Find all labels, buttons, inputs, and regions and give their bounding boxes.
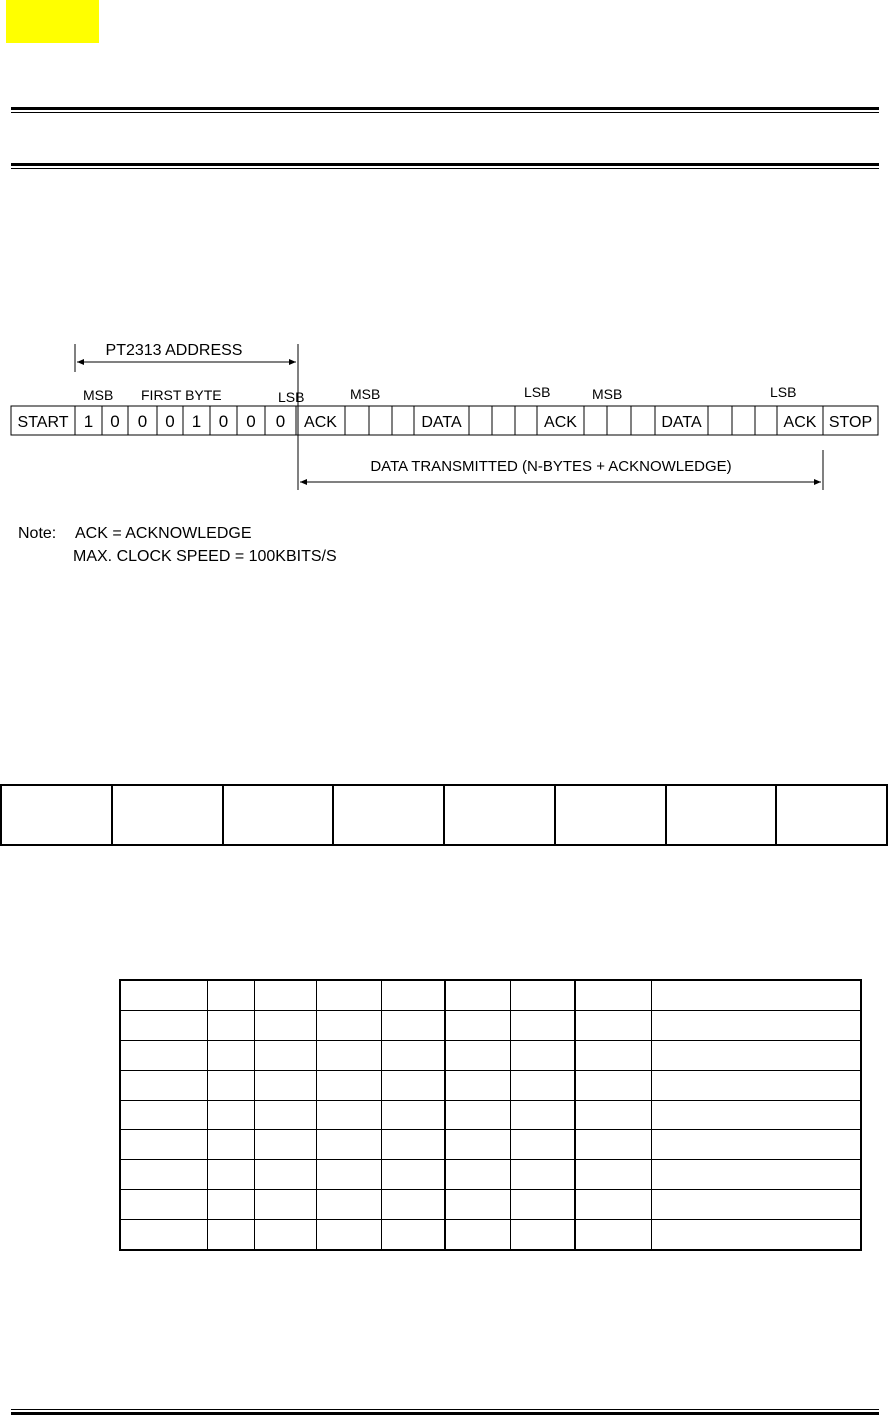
sequence-cell	[369, 406, 392, 435]
table-row	[120, 1100, 861, 1130]
table-cell	[255, 1040, 317, 1070]
sequence-cell-label: 0	[165, 412, 175, 431]
table-cell	[511, 1190, 576, 1220]
data-transmitted-label: DATA TRANSMITTED (N-BYTES + ACKNOWLEDGE)	[370, 458, 732, 475]
sequence-cell-label: 1	[191, 412, 202, 431]
table-row	[120, 1160, 861, 1190]
header-rule-top	[11, 107, 879, 113]
sequence-cell	[732, 406, 755, 435]
first-byte-label: FIRST BYTE	[141, 387, 222, 403]
table-cell	[120, 1040, 208, 1070]
table-cell	[120, 1130, 208, 1160]
table-cell	[317, 1220, 382, 1250]
sequence-cell-label: START	[17, 414, 69, 431]
table-cell	[317, 1190, 382, 1220]
table-cell	[255, 1160, 317, 1190]
table-cell	[511, 1130, 576, 1160]
sequence-cell-label: ACK	[783, 414, 817, 431]
table-row	[120, 980, 861, 1010]
table-cell	[333, 785, 444, 845]
table-cell	[317, 1010, 382, 1040]
sequence-cell-label: DATA	[661, 414, 702, 431]
table-cell	[555, 785, 666, 845]
table-cell	[652, 1010, 862, 1040]
sequence-cell-label: ACK	[304, 414, 337, 431]
table-cell	[776, 785, 887, 845]
table-cell	[317, 1160, 382, 1190]
table-cell	[120, 1220, 208, 1250]
sequence-cell-label: STOP	[828, 414, 873, 431]
table-cell	[208, 1130, 255, 1160]
table-cell	[223, 785, 334, 845]
lsb-label-2: LSB	[524, 384, 551, 400]
table-cell	[652, 1070, 862, 1100]
table-cell	[317, 1130, 382, 1160]
table-cell	[208, 1040, 255, 1070]
table-cell	[652, 980, 862, 1010]
table-cell	[317, 980, 382, 1010]
table-cell	[120, 1070, 208, 1100]
table-cell	[120, 1190, 208, 1220]
msb-label-2: MSB	[350, 386, 381, 402]
table-cell	[652, 1190, 862, 1220]
table-cell	[511, 1100, 576, 1130]
lsb-label-3: LSB	[770, 384, 797, 400]
table-cell	[445, 1160, 511, 1190]
table-cell	[208, 1100, 255, 1130]
table-cell	[382, 1190, 446, 1220]
table-cell	[445, 1040, 511, 1070]
table-cell	[120, 1010, 208, 1040]
table-cell	[511, 1160, 576, 1190]
sequence-cell	[469, 406, 492, 435]
table-cell	[652, 1160, 862, 1190]
table-cell	[445, 1070, 511, 1100]
table-cell	[255, 980, 317, 1010]
sequence-cell-label: 0	[218, 412, 229, 431]
table-cell	[1, 785, 112, 845]
table-cell	[382, 1010, 446, 1040]
sequence-cell-label: 0	[137, 412, 148, 431]
bus-protocol-diagram	[0, 330, 888, 570]
table-cell	[575, 1010, 652, 1040]
table-row	[120, 1010, 861, 1040]
table-cell	[445, 1130, 511, 1160]
sequence-cell-label: 0	[110, 412, 120, 431]
sequence-cell	[584, 406, 607, 435]
address-label: PT2313 ADDRESS	[105, 342, 243, 359]
table-row	[1, 785, 887, 845]
table-cell	[120, 980, 208, 1010]
sequence-cell-label: 1	[83, 412, 94, 431]
table-cell	[575, 1100, 652, 1130]
table-cell	[444, 785, 555, 845]
sequence-cell-label: DATA	[421, 414, 462, 431]
table-cell	[652, 1220, 862, 1250]
table-cell	[208, 1010, 255, 1040]
table-cell	[317, 1070, 382, 1100]
table-cell	[255, 1220, 317, 1250]
table-row	[120, 1190, 861, 1220]
highlight-box	[6, 0, 99, 43]
table-cell	[575, 1190, 652, 1220]
lsb-label-1: LSB	[278, 389, 305, 405]
table-cell	[511, 1070, 576, 1100]
table-row	[120, 1070, 861, 1100]
sequence-cell	[755, 406, 777, 435]
table-cell	[575, 1220, 652, 1250]
table-cell	[382, 1070, 446, 1100]
table-cell	[382, 1160, 446, 1190]
sequence-cell-label: ACK	[544, 414, 577, 431]
bit-sequence-cells	[11, 406, 878, 435]
table-cell	[317, 1100, 382, 1130]
sequence-cell	[631, 406, 655, 435]
sequence-cell	[607, 406, 631, 435]
table-cell	[208, 980, 255, 1010]
table-row	[120, 1040, 861, 1070]
table-cell	[382, 1220, 446, 1250]
table-cell	[445, 1010, 511, 1040]
table-cell	[575, 1160, 652, 1190]
table-cell	[575, 980, 652, 1010]
table-cell	[255, 1010, 317, 1040]
msb-label-3: MSB	[592, 386, 623, 402]
table-cell	[208, 1160, 255, 1190]
sequence-cell-label: 0	[275, 412, 286, 431]
table-cell	[575, 1130, 652, 1160]
sequence-cell	[492, 406, 515, 435]
table-cell	[511, 1220, 576, 1250]
table-row	[120, 1220, 861, 1250]
table-cell	[382, 980, 446, 1010]
table-cell	[208, 1070, 255, 1100]
table-cell	[652, 1040, 862, 1070]
table-cell	[120, 1160, 208, 1190]
footer-rule	[11, 1409, 879, 1415]
register-table	[119, 979, 862, 1251]
table-cell	[511, 1010, 576, 1040]
table-cell	[255, 1190, 317, 1220]
table-cell	[511, 980, 576, 1010]
table-cell	[255, 1070, 317, 1100]
table-cell	[575, 1070, 652, 1100]
table-cell	[652, 1130, 862, 1160]
table-row	[120, 1130, 861, 1160]
table-cell	[255, 1130, 317, 1160]
table-cell	[445, 980, 511, 1010]
table-cell	[511, 1040, 576, 1070]
table-cell	[255, 1100, 317, 1130]
sequence-cell	[515, 406, 537, 435]
sequence-cell-label: 0	[246, 412, 256, 431]
sequence-cell	[345, 406, 369, 435]
table-cell	[208, 1190, 255, 1220]
table-cell	[575, 1040, 652, 1070]
sequence-cell	[392, 406, 414, 435]
note-line-2: MAX. CLOCK SPEED = 100KBITS/S	[73, 548, 337, 565]
note-prefix: Note:	[18, 525, 57, 542]
table-cell	[112, 785, 223, 845]
table-cell	[382, 1040, 446, 1070]
header-rule-bottom	[11, 163, 879, 169]
table-cell	[208, 1220, 255, 1250]
table-cell	[382, 1130, 446, 1160]
sequence-cell	[708, 406, 732, 435]
table-cell	[120, 1100, 208, 1130]
register-table-header	[0, 784, 888, 846]
table-cell	[445, 1220, 511, 1250]
table-cell	[317, 1040, 382, 1070]
note-line-1: ACK = ACKNOWLEDGE	[75, 525, 252, 542]
table-cell	[445, 1190, 511, 1220]
table-cell	[652, 1100, 862, 1130]
table-cell	[666, 785, 777, 845]
msb-label-1: MSB	[83, 387, 114, 403]
table-cell	[445, 1100, 511, 1130]
table-cell	[382, 1100, 446, 1130]
